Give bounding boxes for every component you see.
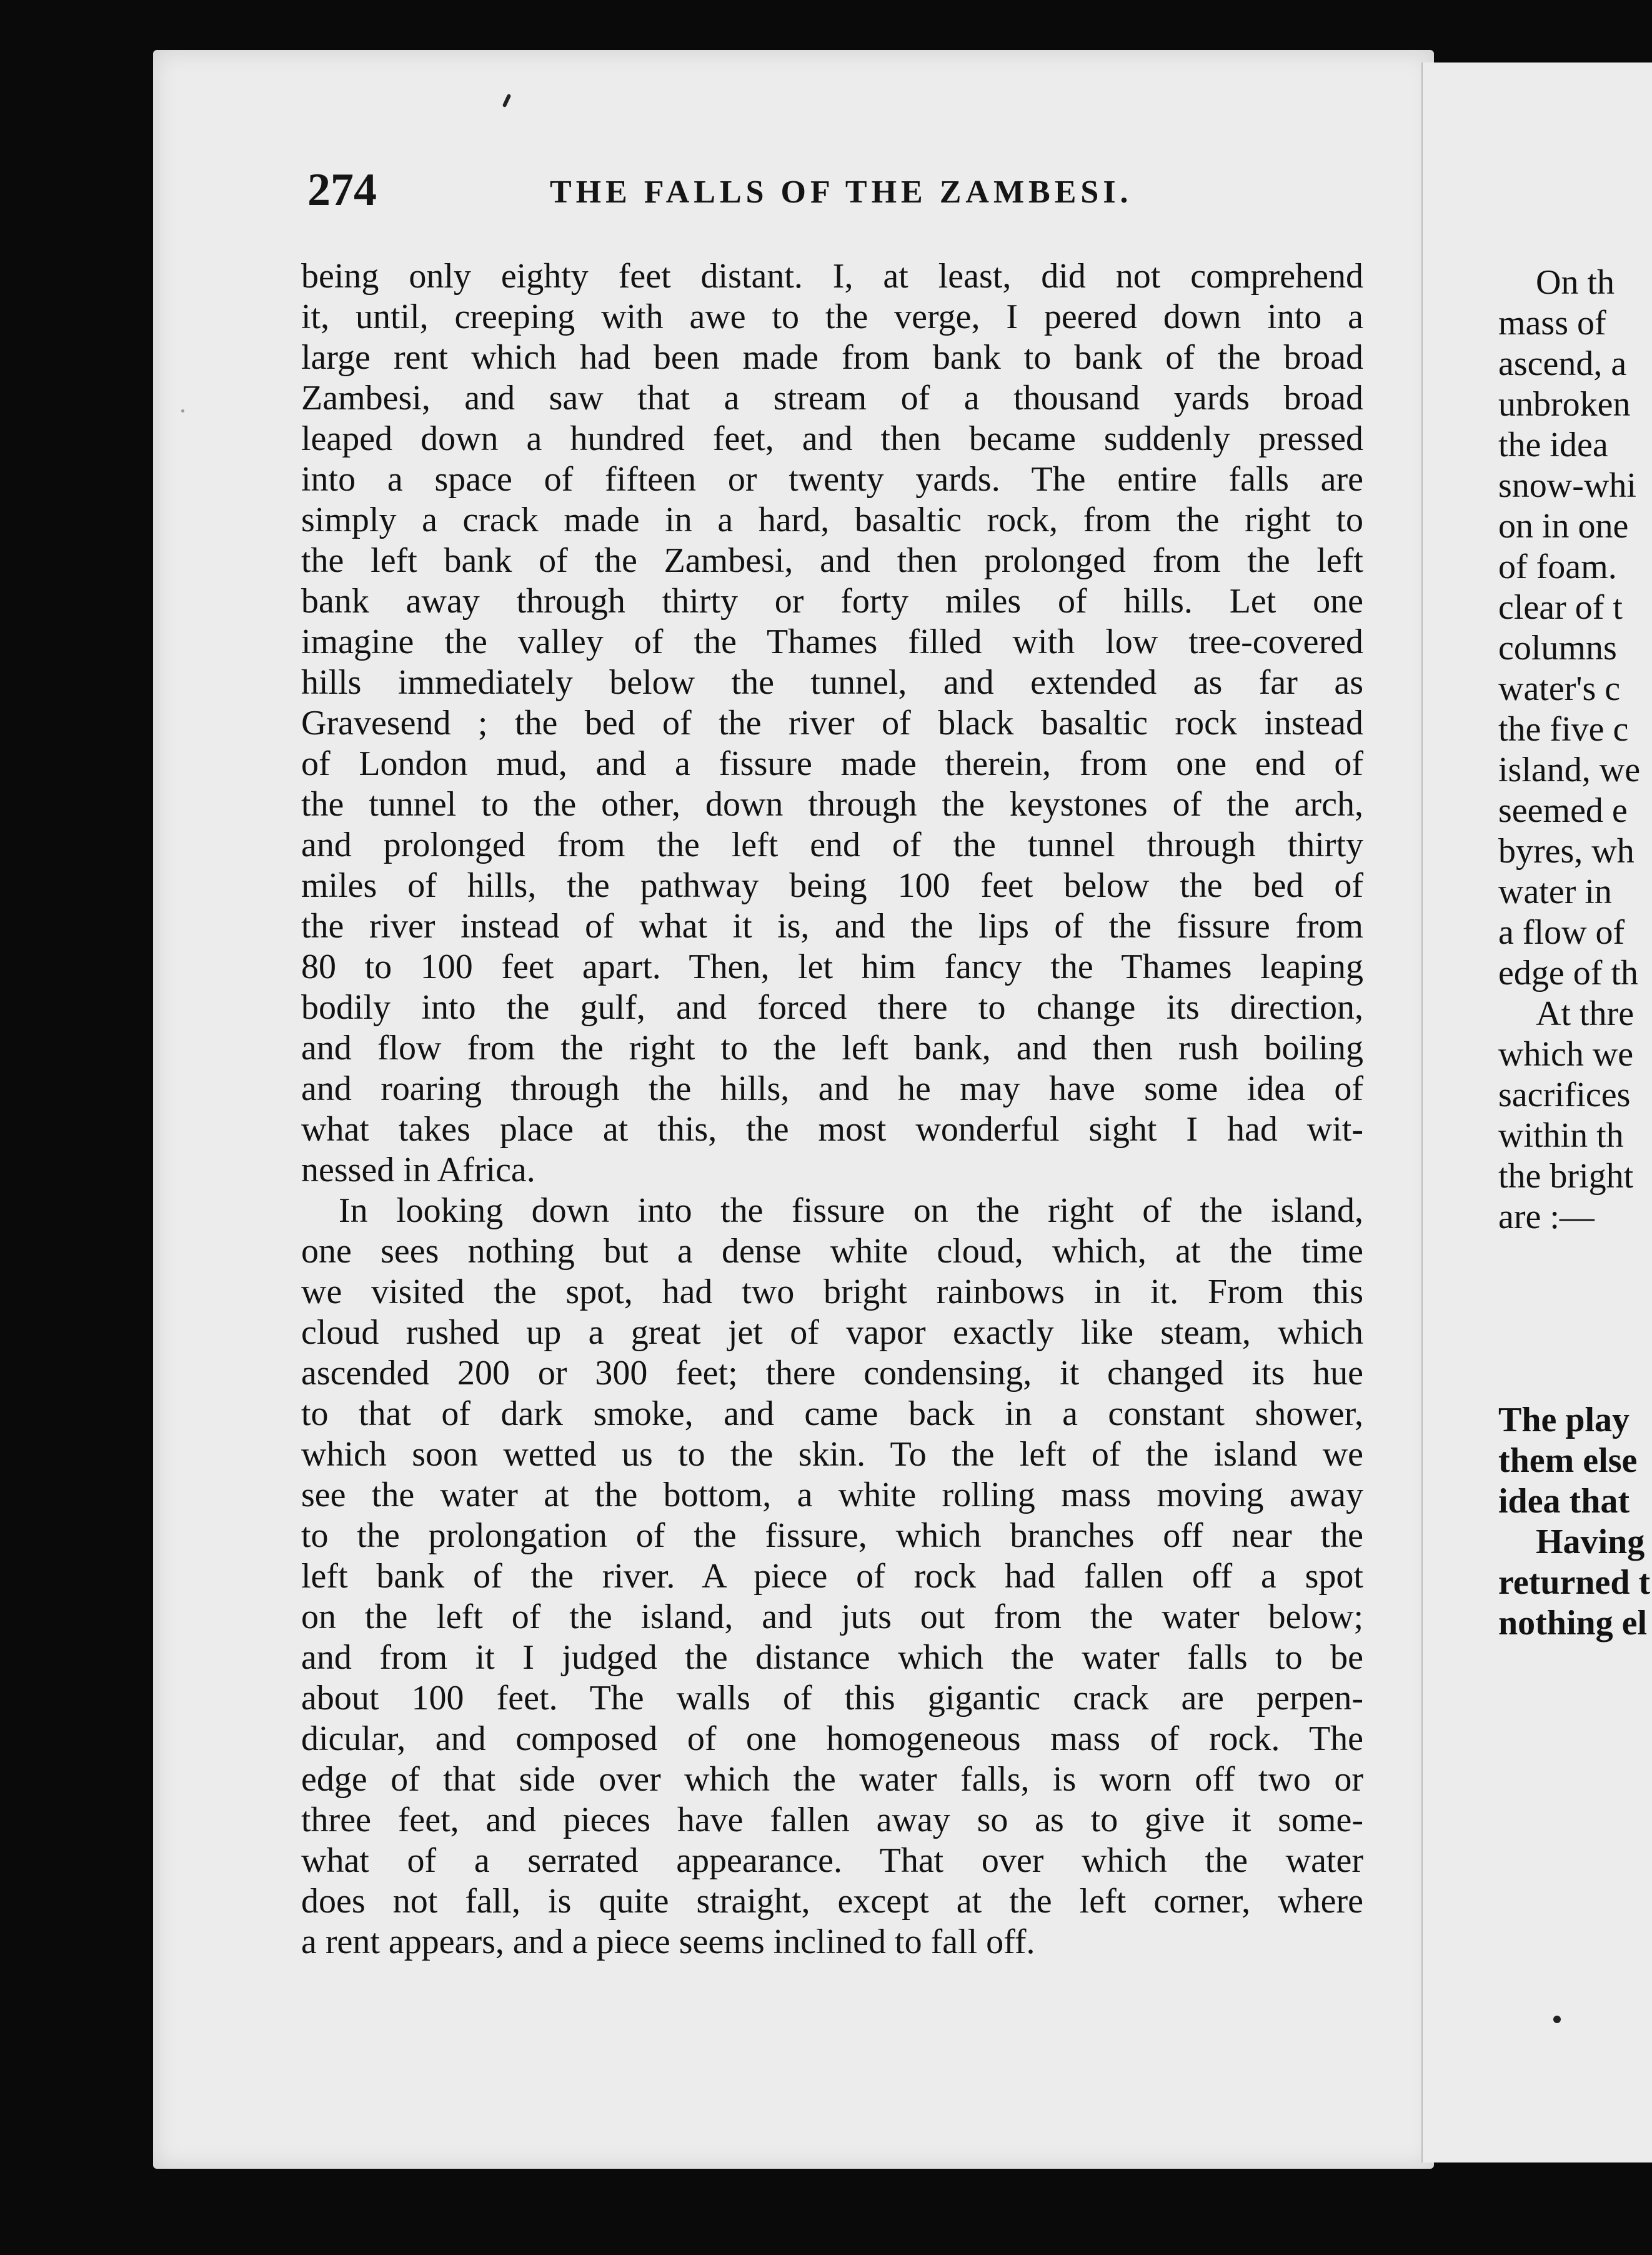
- text-line: imagine the valley of the Thames filled with low tree-covered: [301, 622, 1363, 661]
- text-line: which soon wetted us to the skin. To the left of the island we: [301, 1435, 1363, 1474]
- text-line: the five c: [1498, 710, 1629, 749]
- text-line: dicular, and composed of one homogeneous mass of rock. The: [301, 1719, 1363, 1758]
- text-line: and flow from the right to the left bank, and then rush boiling: [301, 1029, 1363, 1068]
- text-line: see the water at the bottom, a white rolling mass moving away: [301, 1476, 1363, 1514]
- text-line: large rent which had been made from bank to bank of the broad: [301, 338, 1363, 377]
- text-line: Zambesi, and saw that a stream of a thousand yards broad: [301, 379, 1363, 418]
- text-line: and roaring through the hills, and he may have some idea of: [301, 1069, 1363, 1108]
- verse-gap: [1498, 1238, 1650, 1319]
- text-line: nothing el: [1498, 1604, 1648, 1642]
- text-line: edge of that side over which the water falls, is worn off two or: [301, 1760, 1363, 1799]
- text-line: At thre: [1536, 994, 1635, 1033]
- text-line: hills immediately below the tunnel, and extended as far as: [301, 663, 1363, 702]
- text-line: idea that: [1498, 1482, 1630, 1521]
- text-line: In looking down into the fissure on the right of the island,: [339, 1191, 1363, 1230]
- text-line: unbroken: [1498, 385, 1631, 424]
- text-line: leaped down a hundred feet, and then became suddenly pressed: [301, 419, 1363, 458]
- text-line: nessed in Africa.: [301, 1151, 535, 1189]
- text-line: of foam.: [1498, 548, 1617, 586]
- text-line: byres, wh: [1498, 832, 1635, 871]
- text-line: the tunnel to the other, down through the keystones of the arch,: [301, 785, 1363, 824]
- text-line: The play: [1498, 1401, 1630, 1439]
- text-line: and prolonged from the left end of the tunnel through thirty: [301, 826, 1363, 864]
- text-line: left bank of the river. A piece of rock had fallen off a spot: [301, 1557, 1363, 1596]
- text-line: cloud rushed up a great jet of vapor exactly like steam, which: [301, 1313, 1363, 1352]
- text-line: about 100 feet. The walls of this gigantic crack are perpen-: [301, 1679, 1363, 1718]
- text-line: being only eighty feet distant. I, at least, did not comprehend: [301, 257, 1363, 296]
- page-number: 274: [307, 164, 377, 216]
- text-line: ascend, a: [1498, 344, 1627, 383]
- text-line: On th: [1536, 263, 1615, 302]
- left-page-body: [301, 256, 1363, 1962]
- text-line: seemed e: [1498, 791, 1628, 830]
- text-line: sacrifices: [1498, 1076, 1631, 1114]
- text-line: what of a serrated appearance. That over which the water: [301, 1841, 1363, 1880]
- right-page-body: [1498, 262, 1650, 1644]
- text-line: we visited the spot, had two bright rainbows in it. From this: [301, 1272, 1363, 1311]
- text-line: on in one: [1498, 507, 1629, 546]
- text-line: does not fall, is quite straight, except at the left corner, where: [301, 1882, 1363, 1921]
- text-line: water's c: [1498, 669, 1621, 708]
- text-line: the river instead of what it is, and the lips of the fissure from: [301, 907, 1363, 946]
- text-line: edge of th: [1498, 954, 1638, 992]
- text-line: simply a crack made in a hard, basaltic rock, from the right to: [301, 501, 1363, 539]
- verse-gap: [1498, 1319, 1650, 1400]
- text-line: 80 to 100 feet apart. Then, let him fancy the Thames leaping: [301, 948, 1363, 986]
- text-line: into a space of fifteen or twenty yards. The entire falls are: [301, 460, 1363, 499]
- text-line: the left bank of the Zambesi, and then prolonged from the left: [301, 541, 1363, 580]
- text-line: ascended 200 or 300 feet; there condensing, it changed its hue: [301, 1354, 1363, 1392]
- text-line: bank away through thirty or forty miles of hills. Let one: [301, 582, 1363, 621]
- text-line: three feet, and pieces have fallen away so as to give it some-: [301, 1801, 1363, 1839]
- text-line: columns: [1498, 629, 1617, 668]
- text-line: a flow of: [1498, 913, 1625, 952]
- text-line: them else: [1498, 1441, 1638, 1480]
- text-line: island, we: [1498, 751, 1641, 789]
- ink-speck: [1553, 2016, 1561, 2023]
- text-line: to the prolongation of the fissure, which branches off near the: [301, 1516, 1363, 1555]
- text-line: clear of t: [1498, 588, 1623, 627]
- text-line: the bright: [1498, 1157, 1634, 1196]
- text-line: to that of dark smoke, and came back in a constant shower,: [301, 1394, 1363, 1433]
- text-line: returned t: [1498, 1563, 1651, 1602]
- text-line: within th: [1498, 1116, 1624, 1155]
- text-line: of London mud, and a fissure made therein, from one end of: [301, 744, 1363, 783]
- text-line: and from it I judged the distance which the water falls to be: [301, 1638, 1363, 1677]
- running-head: THE FALLS OF THE ZAMBESI.: [550, 174, 1133, 210]
- text-line: are :—: [1498, 1198, 1595, 1236]
- text-line: Having: [1536, 1522, 1645, 1561]
- text-line: bodily into the gulf, and forced there to change its direction,: [301, 988, 1363, 1027]
- text-line: it, until, creeping with awe to the verge, I peered down into a: [301, 298, 1363, 336]
- text-line: water in: [1498, 872, 1612, 911]
- text-line: miles of hills, the pathway being 100 feet below the bed of: [301, 866, 1363, 905]
- text-line: Gravesend ; the bed of the river of black basaltic rock instead: [301, 704, 1363, 742]
- ink-speck: [181, 409, 184, 412]
- text-line: on the left of the island, and juts out from the water below;: [301, 1598, 1363, 1636]
- text-line: one sees nothing but a dense white cloud, which, at the time: [301, 1232, 1363, 1271]
- text-line: what takes place at this, the most wonderful sight I had wit-: [301, 1110, 1363, 1149]
- text-line: snow-whi: [1498, 466, 1636, 505]
- text-line: which we: [1498, 1035, 1634, 1074]
- text-line: mass of: [1498, 304, 1606, 342]
- text-line: a rent appears, and a piece seems inclined to fall off.: [301, 1922, 1035, 1961]
- text-line: the idea: [1498, 426, 1608, 464]
